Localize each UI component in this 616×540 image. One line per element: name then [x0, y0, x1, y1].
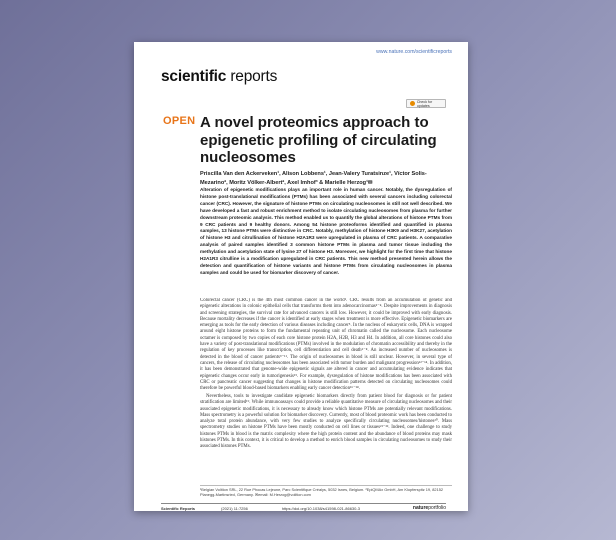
journal-logo — [161, 68, 277, 86]
publisher-logo — [413, 505, 446, 511]
footer-doi-link[interactable]: https://doi.org/10.1038/s41598-021-86630-3 — [281, 505, 360, 511]
body-paragraph: Nevertheless, tools to investigate candidate epigenetic biomarkers directly from patient blood for diagnosis or for patient stratification are limited¹⁹. While immunoassays could provide a reliable quantitative measure of circulating nucleosomes and their associated epigenetic modifications, it is necessary to already know which histone PTMs are potentially relevant modifications. Mass spectrometry is a powerful solution for biomarker discovery. Currently, most of blood proteomic work has been conducted to analyze total protein abundance, with very few studies to analyze specifically circulating nucleosomes/histones²⁰. Mass spectrometry studies on histone PTMs have been mostly conducted on cell lines or tissues²¹⁻²³. Indeed, one challenge to study histones PTMs in blood is the matrix complexity where the high protein content and the abundance of blood proteins may mask histones PTMs. In this context, it is critical to develop a method to enrich blood samples in circulating nucleosomes to study their associated histones PTMs. — [200, 393, 452, 450]
body-paragraph: Colorectal cancer (CRC) is the 4th most common cancer in the world¹. CRC results from an accumulation of genetic and epigenetic alterations in colonic epithelial cells that transforms them into adenocarcinomas²⁻⁴. Despite improvements in diagnosis and screening strategies, the survival rate for advanced cancers is still low. However, it could be improved with early diagnosis. Because mortality decreases if the cancer is identified at early stages when treatment is more effective. Epigenetic biomarkers are emerging as tools for the early detection of various diseases including cancer⁵. In the nucleus of eukaryotic cells, DNA is wrapped around eight histone proteins to form the fundamental repeating unit of chromatin called the nucleosome. Each nucleosome octamer is composed by two copies of each core histone protein H2A, H2B, H3 and H4. In addition, all core histones could also have a variety of post-translational modifications (PTMs) involved in the modulation of chromatin accessibility and thereby in the regulation of key processes like transcription, cell differentiation and cell death⁶⁻⁸. An increased number of nucleosomes is detected in the blood of cancer patients⁹⁻¹¹. The origin of nucleosomes in blood is still unclear. However, in several type of cancers, the release of circulating nucleosomes has been associated with tumor burden and malignant progression¹²⁻¹⁴. In addition, it has been demonstrated that genome-wide epigenetic signals are altered in cancer and accumulating evidence indicates that epigenetic changes occur early in tumorigenesis¹⁵. For example, dysregulation of histone modifications has been associated with CRC or pancreatic cancer suggesting that changes in histone modification patterns detected on circulating nucleosomes could therefore be powerful blood-based biomarkers enabling early cancer detection¹⁶⁻¹⁸. — [200, 298, 452, 392]
journal-url-link[interactable]: www.nature.com/scientificreports — [376, 49, 452, 55]
paper-page — [134, 42, 468, 511]
footer-divider — [161, 503, 446, 504]
abstract: Alteration of epigenetic modifications plays an important role in human cancer. Notably, the dysregulation of histone post-translational modifications (PTMs) has been associated with several cancers including colorectal cancer (CRC). However, the signature of histone PTMs on circulating nucleosomes is still not well described. We have developed a fast and robust enrichment method to isolate circulating nucleosomes from plasma for further downstream proteomic analysis. This method enabled us to quantify the global alterations of histone PTMs from 9 CRC patients and 9 healthy donors. Among 54 histone proteoforms identified and quantified in plasma samples, 13 histone PTMs were distinctive in CRC. Notably, methylation of histone H3K9 and H3K27, acetylation of histone H3 and citrullination of histone H2A1R3 were upregulated in plasma of CRC patients. A comparative analysis of paired samples identified 3 common histone PTMs in plasma and tumor tissue including the methylation and acetylation state of lysine 27 of histone H3. Moreover, we highlight for the first time that histone H2A1R3 citrulline is a modification upregulated in CRC patients. This new method presented herein allows the detection and quantification of histone variants and histone PTMs from circulating nucleosomes in plasma samples and could be used for biomarker discovery of cancer. — [200, 187, 452, 275]
publisher-logo-first: nature — [412, 505, 429, 511]
check-for-updates-label: Check for updates — [416, 99, 433, 108]
affiliation-footnote: ¹Belgian Volition SRL, 22 Rue Phocas Lejeune, Parc Scientifique Créalys, 5032 Isnes, Belgium. ²EpiQMAx GmbH, Am Klopferspitz 19, 82152 Planegg-Martinsried, Germany. ✉email: M.Herzog@volition.com — [200, 487, 444, 498]
footer-journal-name: Scientific Reports — [161, 505, 196, 511]
open-access-label: OPEN — [163, 115, 196, 127]
author-list: Priscilla Van den Ackerveken¹, Alison Lobbens¹, Jean-Valery Turatsinze¹, Víctor Solis-Mezarino², Moritz Völker-Albert², Axel Imhof³ & Marielle Herzog¹✉ — [200, 171, 427, 186]
article-title: A novel proteomics approach to epigenetic profiling of circulating nucleosomes — [200, 114, 437, 166]
page-footer — [161, 505, 446, 511]
footer-year-issue: (2021) 11:7256 — [221, 505, 248, 511]
update-check-icon — [410, 101, 415, 106]
journal-logo-second: reports — [230, 68, 278, 85]
publisher-logo-second: portfolio — [428, 505, 446, 511]
journal-logo-first: scientific — [161, 68, 227, 85]
check-for-updates-button[interactable] — [406, 99, 446, 108]
article-body — [200, 298, 452, 468]
footnote-divider — [200, 485, 452, 486]
